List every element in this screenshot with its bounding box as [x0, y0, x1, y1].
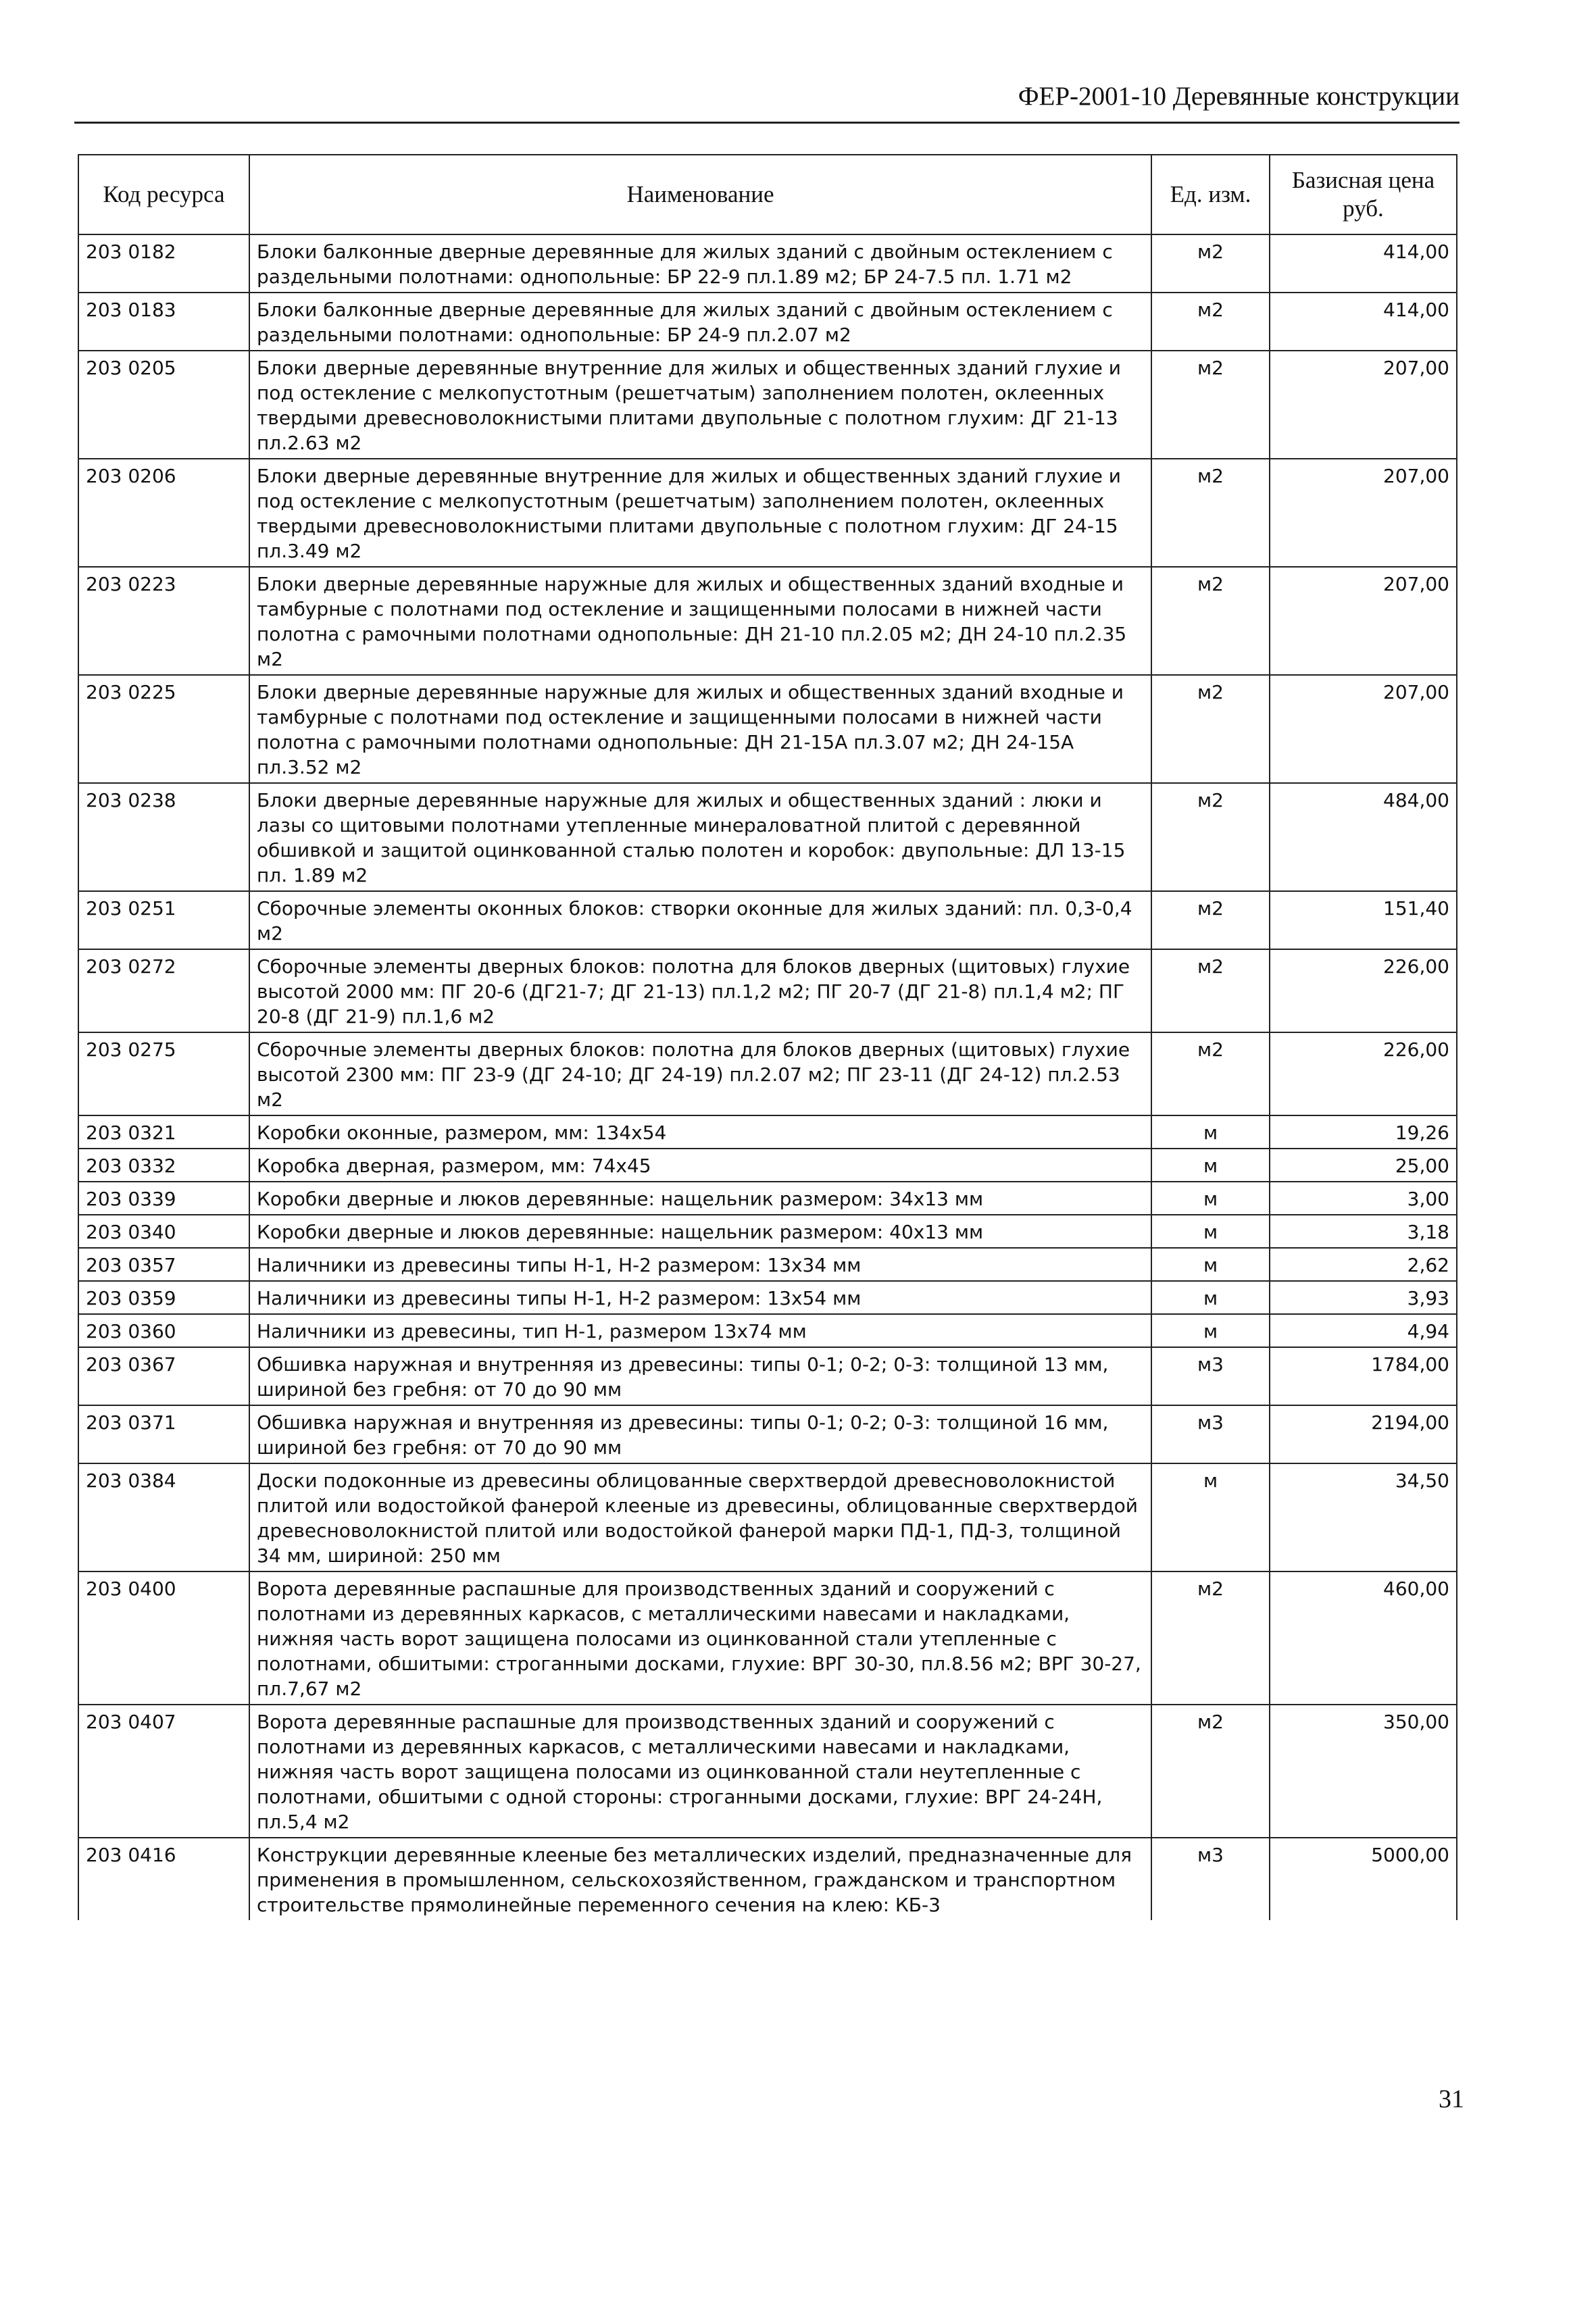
resource-price: 3,00	[1270, 1182, 1457, 1215]
table-row	[78, 1149, 1457, 1182]
resource-code: 203 0223	[78, 567, 249, 675]
resource-code: 203 0321	[78, 1115, 249, 1149]
table-row	[78, 1347, 1457, 1405]
resource-code: 203 0183	[78, 293, 249, 351]
resource-price: 3,93	[1270, 1281, 1457, 1314]
resource-unit: м2	[1151, 351, 1270, 459]
resource-name: Доски подоконные из древесины облицованные сверхтвердой древесноволокнистой плитой или водостойкой фанерой клееные из древесины, облицованные сверхтвердой древесноволокнистой плитой или водостойкой фанерой марки ПД-1, ПД-3, толщиной 34 мм, шириной: 250 мм	[249, 1463, 1151, 1571]
resource-name: Наличники из древесины типы Н-1, Н-2 размером: 13x54 мм	[249, 1281, 1151, 1314]
table-row	[78, 567, 1457, 675]
table-row	[78, 1215, 1457, 1248]
table-row	[78, 783, 1457, 891]
resource-name: Сборочные элементы дверных блоков: полотна для блоков дверных (щитовых) глухие высотой 2300 мм: ПГ 23-9 (ДГ 24-10; ДГ 24-19) пл.2.07 м2; ПГ 23-11 (ДГ 24-12) пл.2.53 м2	[249, 1032, 1151, 1115]
resource-price: 226,00	[1270, 1032, 1457, 1115]
resource-table	[78, 154, 1457, 1920]
resource-price: 350,00	[1270, 1705, 1457, 1838]
resource-unit: м3	[1151, 1405, 1270, 1463]
resource-code: 203 0251	[78, 891, 249, 949]
resource-code: 203 0367	[78, 1347, 249, 1405]
resource-code: 203 0332	[78, 1149, 249, 1182]
resource-code: 203 0400	[78, 1571, 249, 1705]
resource-name: Обшивка наружная и внутренняя из древесины: типы 0-1; 0-2; 0-3: толщиной 13 мм, шириной без гребня: от 70 до 90 мм	[249, 1347, 1151, 1405]
column-header-name: Наименование	[249, 155, 1151, 234]
table-row	[78, 1405, 1457, 1463]
table-row	[78, 234, 1457, 293]
resource-name: Блоки дверные деревянные наружные для жилых и общественных зданий входные и тамбурные с полотнами под остекление и защищенными полосами в нижней части полотна с рамочными полотнами однопольные: ДН 21-15А пл.3.07 м2; ДН 24-15А пл.3.52 м2	[249, 675, 1151, 783]
table-row	[78, 1571, 1457, 1705]
resource-name: Наличники из древесины, тип Н-1, размером 13x74 мм	[249, 1314, 1151, 1347]
column-header-unit: Ед. изм.	[1151, 155, 1270, 234]
resource-price: 5000,00	[1270, 1838, 1457, 1920]
resource-code: 203 0339	[78, 1182, 249, 1215]
resource-name: Коробка дверная, размером, мм: 74x45	[249, 1149, 1151, 1182]
resource-code: 203 0225	[78, 675, 249, 783]
resource-unit: м2	[1151, 567, 1270, 675]
resource-price: 2,62	[1270, 1248, 1457, 1281]
table-row	[78, 1115, 1457, 1149]
resource-unit: м	[1151, 1314, 1270, 1347]
resource-code: 203 0357	[78, 1248, 249, 1281]
resource-unit: м2	[1151, 459, 1270, 567]
resource-price: 207,00	[1270, 675, 1457, 783]
resource-unit: м2	[1151, 675, 1270, 783]
resource-price: 414,00	[1270, 234, 1457, 293]
resource-name: Коробки оконные, размером, мм: 134x54	[249, 1115, 1151, 1149]
resource-price: 25,00	[1270, 1149, 1457, 1182]
table-row	[78, 293, 1457, 351]
resource-name: Ворота деревянные распашные для производственных зданий и сооружений с полотнами из деревянных каркасов, с металлическими навесами и накладками, нижняя часть ворот защищена полосами из оцинкованной стали утепленные с полотнами, обшитыми: строганными досками, глухие: ВРГ 30-30, пл.8.56 м2; ВРГ 30-27, пл.7,67 м2	[249, 1571, 1151, 1705]
table-row	[78, 1705, 1457, 1838]
resource-code: 203 0205	[78, 351, 249, 459]
table-header-row	[78, 155, 1457, 234]
resource-unit: м2	[1151, 1705, 1270, 1838]
resource-name: Блоки дверные деревянные наружные для жилых и общественных зданий входные и тамбурные с полотнами под остекление и защищенными полосами в нижней части полотна с рамочными полотнами однопольные: ДН 21-10 пл.2.05 м2; ДН 24-10 пл.2.35 м2	[249, 567, 1151, 675]
running-header	[74, 81, 1460, 124]
resource-name: Обшивка наружная и внутренняя из древесины: типы 0-1; 0-2; 0-3: толщиной 16 мм, шириной без гребня: от 70 до 90 мм	[249, 1405, 1151, 1463]
resource-unit: м	[1151, 1215, 1270, 1248]
resource-code: 203 0206	[78, 459, 249, 567]
resource-name: Конструкции деревянные клееные без металлических изделий, предназначенные для применения в промышленном, сельскохозяйственном, гражданском и транспортном строительстве прямолинейные переменного сечения на клею: КБ-3	[249, 1838, 1151, 1920]
resource-name: Сборочные элементы оконных блоков: створки оконные для жилых зданий: пл. 0,3-0,4 м2	[249, 891, 1151, 949]
resource-price: 3,18	[1270, 1215, 1457, 1248]
table-row	[78, 1838, 1457, 1920]
resource-price: 460,00	[1270, 1571, 1457, 1705]
table-row	[78, 1032, 1457, 1115]
resource-code: 203 0360	[78, 1314, 249, 1347]
resource-price: 2194,00	[1270, 1405, 1457, 1463]
table-row	[78, 351, 1457, 459]
resource-name: Сборочные элементы дверных блоков: полотна для блоков дверных (щитовых) глухие высотой 2000 мм: ПГ 20-6 (ДГ21-7; ДГ 21-13) пл.1,2 м2; ПГ 20-7 (ДГ 21-8) пл.1,4 м2; ПГ 20-8 (ДГ 21-9) пл.1,6 м2	[249, 949, 1151, 1032]
column-header-code: Код ресурса	[78, 155, 249, 234]
resource-unit: м2	[1151, 234, 1270, 293]
table-body	[78, 234, 1457, 1920]
resource-code: 203 0275	[78, 1032, 249, 1115]
resource-unit: м2	[1151, 1032, 1270, 1115]
table-row	[78, 949, 1457, 1032]
resource-price: 1784,00	[1270, 1347, 1457, 1405]
resource-unit: м2	[1151, 949, 1270, 1032]
resource-unit: м	[1151, 1463, 1270, 1571]
resource-code: 203 0371	[78, 1405, 249, 1463]
resource-name: Блоки дверные деревянные наружные для жилых и общественных зданий : люки и лазы со щитовыми полотнами утепленные минераловатной плитой с деревянной обшивкой и защитой оцинкованной сталью полотен и коробок: двупольные: ДЛ 13-15 пл. 1.89 м2	[249, 783, 1151, 891]
running-header-title: ФЕР-2001-10 Деревянные конструкции	[1018, 82, 1460, 111]
resource-price: 4,94	[1270, 1314, 1457, 1347]
table-row	[78, 1281, 1457, 1314]
page-number: 31	[1439, 2085, 1464, 2113]
resource-code: 203 0272	[78, 949, 249, 1032]
resource-price: 34,50	[1270, 1463, 1457, 1571]
table-row	[78, 1463, 1457, 1571]
resource-price: 19,26	[1270, 1115, 1457, 1149]
resource-name: Блоки дверные деревянные внутренние для жилых и общественных зданий глухие и под остекление с мелкопустотным (решетчатым) заполнением полотен, оклеенных твердыми древесноволокнистыми плитами двупольные с полотном глухим: ДГ 24-15 пл.3.49 м2	[249, 459, 1151, 567]
table-row	[78, 1248, 1457, 1281]
resource-unit: м	[1151, 1182, 1270, 1215]
table-row	[78, 891, 1457, 949]
resource-code: 203 0416	[78, 1838, 249, 1920]
resource-code: 203 0238	[78, 783, 249, 891]
resource-unit: м	[1151, 1115, 1270, 1149]
resource-unit: м3	[1151, 1838, 1270, 1920]
resource-unit: м2	[1151, 783, 1270, 891]
column-header-price: Базисная цена руб.	[1270, 155, 1457, 234]
resource-price: 207,00	[1270, 351, 1457, 459]
resource-unit: м2	[1151, 1571, 1270, 1705]
resource-code: 203 0384	[78, 1463, 249, 1571]
table-row	[78, 459, 1457, 567]
resource-price: 207,00	[1270, 459, 1457, 567]
resource-price: 151,40	[1270, 891, 1457, 949]
resource-code: 203 0182	[78, 234, 249, 293]
resource-name: Коробки дверные и люков деревянные: нащельник размером: 40x13 мм	[249, 1215, 1151, 1248]
resource-name: Коробки дверные и люков деревянные: нащельник размером: 34x13 мм	[249, 1182, 1151, 1215]
resource-unit: м3	[1151, 1347, 1270, 1405]
resource-code: 203 0340	[78, 1215, 249, 1248]
resource-price: 226,00	[1270, 949, 1457, 1032]
resource-price: 414,00	[1270, 293, 1457, 351]
table-row	[78, 1314, 1457, 1347]
resource-unit: м	[1151, 1149, 1270, 1182]
resource-code: 203 0359	[78, 1281, 249, 1314]
resource-unit: м	[1151, 1281, 1270, 1314]
resource-price: 484,00	[1270, 783, 1457, 891]
resource-unit: м	[1151, 1248, 1270, 1281]
resource-name: Блоки дверные деревянные внутренние для жилых и общественных зданий глухие и под остекление с мелкопустотным (решетчатым) заполнением полотен, оклеенных твердыми древесноволокнистыми плитами двупольные с полотном глухим: ДГ 21-13 пл.2.63 м2	[249, 351, 1151, 459]
resource-name: Блоки балконные дверные деревянные для жилых зданий с двойным остеклением с раздельными полотнами: однопольные: БР 24-9 пл.2.07 м2	[249, 293, 1151, 351]
table-row	[78, 1182, 1457, 1215]
resource-name: Блоки балконные дверные деревянные для жилых зданий с двойным остеклением с раздельными полотнами: однопольные: БР 22-9 пл.1.89 м2; БР 24-7.5 пл. 1.71 м2	[249, 234, 1151, 293]
resource-unit: м2	[1151, 891, 1270, 949]
resource-unit: м2	[1151, 293, 1270, 351]
table-row	[78, 675, 1457, 783]
resource-price: 207,00	[1270, 567, 1457, 675]
resource-code: 203 0407	[78, 1705, 249, 1838]
resource-name: Наличники из древесины типы Н-1, Н-2 размером: 13x34 мм	[249, 1248, 1151, 1281]
resource-name: Ворота деревянные распашные для производственных зданий и сооружений с полотнами из деревянных каркасов, с металлическими навесами и накладками, нижняя часть ворот защищена полосами из оцинкованной стали неутепленные с полотнами, обшитыми с одной стороны: строганными досками, глухие: ВРГ 24-24Н, пл.5,4 м2	[249, 1705, 1151, 1838]
